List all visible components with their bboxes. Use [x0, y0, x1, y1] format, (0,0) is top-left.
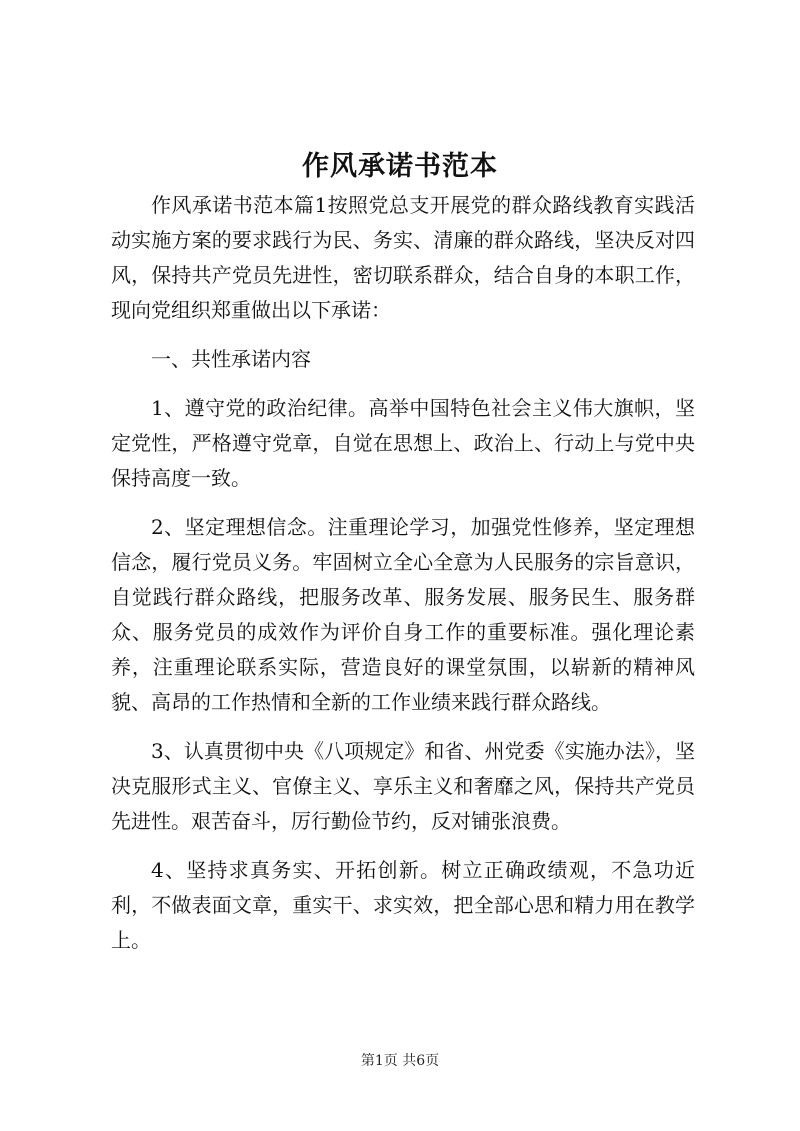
document-body [111, 188, 695, 972]
page-number-footer: 第1页 共6页 [360, 1053, 440, 1069]
commitment-paragraph-1: 1、遵守党的政治纪律。高举中国特色社会主义伟大旗帜，坚定党性，严格遵守党章，自觉在思想上、政治上、行动上与党中央保持高度一致。 [111, 396, 695, 490]
commitment-paragraph-4: 4、坚持求真务实、开拓创新。树立正确政绩观，不急功近利，不做表面文章，重实干、求实效，把全部心思和精力用在教学上。 [111, 858, 695, 952]
section-heading: 一、共性承诺内容 [151, 347, 311, 371]
commitment-paragraph-2: 2、坚定理想信念。注重理论学习，加强党性修养，坚定理想信念，履行党员义务。牢固树立全心全意为人民服务的宗旨意识，自觉践行群众路线，把服务改革、服务发展、服务民生、服务群众、服务党员的成效作为评价自身工作的重要标准。强化理论素养，注重理论联系实际，营造良好的课堂氛围，以崭新的精神风貌、高昂的工作热情和全新的工作业绩来践行群众路线。 [111, 515, 695, 714]
intro-paragraph: 作风承诺书范本篇1按照党总支开展党的群众路线教育实践活动实施方案的要求践行为民、务实、清廉的群众路线，坚决反对四风，保持共产党员先进性，密切联系群众，结合自身的本职工作，现向党组织郑重做出以下承诺： [111, 193, 695, 322]
document-title: 作风承诺书范本 [302, 151, 498, 182]
commitment-paragraph-3: 3、认真贯彻中央《八项规定》和省、州党委《实施办法》，坚决克服形式主义、官僚主义、享乐主义和奢靡之风，保持共产党员先进性。艰苦奋斗，厉行勤俭节约，反对铺张浪费。 [111, 739, 695, 833]
